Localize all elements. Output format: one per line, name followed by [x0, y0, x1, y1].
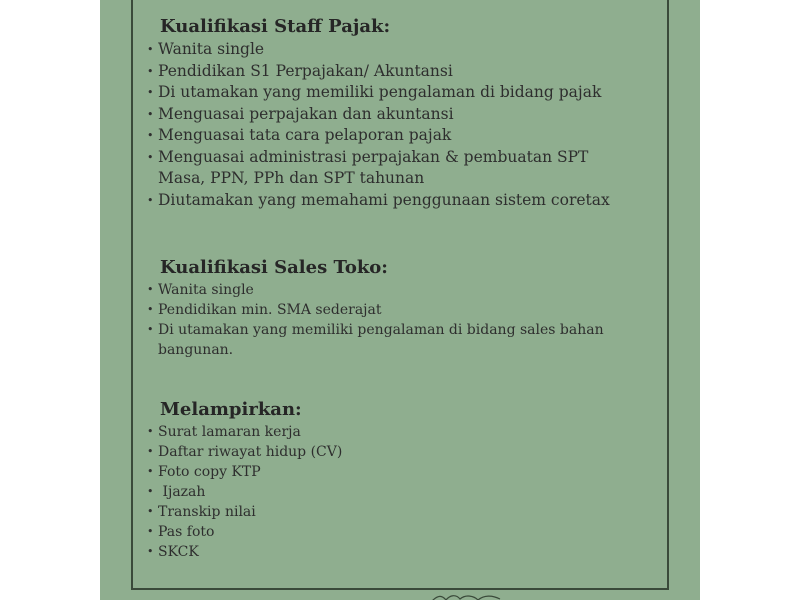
- list-item: • Pas foto: [147, 524, 215, 540]
- section-melampirkan: [144, 398, 664, 562]
- list-item: • Diutamakan yang memahami penggunaan sistem coretax: [144, 190, 664, 212]
- bullet-icon: •: [147, 86, 154, 99]
- section-staff-pajak: [144, 15, 664, 211]
- list-item: • Foto copy KTP: [147, 464, 261, 480]
- heading-melampirkan: Melampirkan:: [160, 399, 302, 420]
- list-item: • Ijazah: [147, 484, 206, 500]
- heading-sales-toko: Kualifikasi Sales Toko:: [160, 257, 388, 278]
- list-item: • Surat lamaran kerja: [147, 424, 301, 440]
- bullet-icon: •: [147, 485, 154, 498]
- list-item: • Menguasai tata cara pelaporan pajak: [144, 125, 664, 147]
- bullet-icon: •: [147, 545, 154, 558]
- poster-panel: [100, 0, 700, 600]
- signature-mark: [430, 591, 510, 600]
- bullet-icon: •: [147, 445, 154, 458]
- list-item: • Transkip nilai: [147, 504, 256, 520]
- list-sales-toko: [144, 280, 664, 360]
- bullet-icon: •: [147, 43, 154, 56]
- list-item: • Di utamakan yang memiliki pengalaman di bidang pajak: [144, 82, 664, 104]
- list-melampirkan: [144, 422, 664, 562]
- list-item: • Daftar riwayat hidup (CV): [147, 444, 343, 460]
- section-sales-toko: [144, 256, 664, 360]
- bullet-icon: •: [147, 107, 154, 121]
- bullet-icon: •: [147, 129, 154, 142]
- list-item: • Menguasai perpajakan dan akuntansi: [144, 104, 664, 126]
- list-item: • Menguasai administrasi perpajakan & pembuatan SPT Masa, PPN, PPh dan SPT tahunan: [147, 147, 589, 187]
- list-item: • Wanita single: [147, 282, 254, 298]
- bullet-icon: •: [147, 505, 154, 518]
- bullet-icon: •: [147, 193, 154, 207]
- bullet-icon: •: [147, 150, 154, 164]
- bullet-icon: •: [147, 303, 154, 316]
- list-staff-pajak: [144, 39, 664, 211]
- bullet-icon: •: [147, 283, 154, 296]
- list-item: • Pendidikan S1 Perpajakan/ Akuntansi: [144, 61, 664, 83]
- bullet-icon: •: [147, 64, 154, 78]
- list-item: • Wanita single: [144, 39, 664, 61]
- bullet-icon: •: [147, 525, 154, 538]
- list-item: • Di utamakan yang memiliki pengalaman di bidang sales bahan bangunan.: [147, 322, 604, 358]
- bullet-icon: •: [147, 425, 154, 438]
- bullet-icon: •: [147, 323, 154, 336]
- list-item: • Pendidikan min. SMA sederajat: [147, 302, 382, 318]
- bullet-icon: •: [147, 465, 154, 478]
- list-item: • SKCK: [147, 544, 199, 560]
- heading-staff-pajak: Kualifikasi Staff Pajak:: [160, 16, 391, 37]
